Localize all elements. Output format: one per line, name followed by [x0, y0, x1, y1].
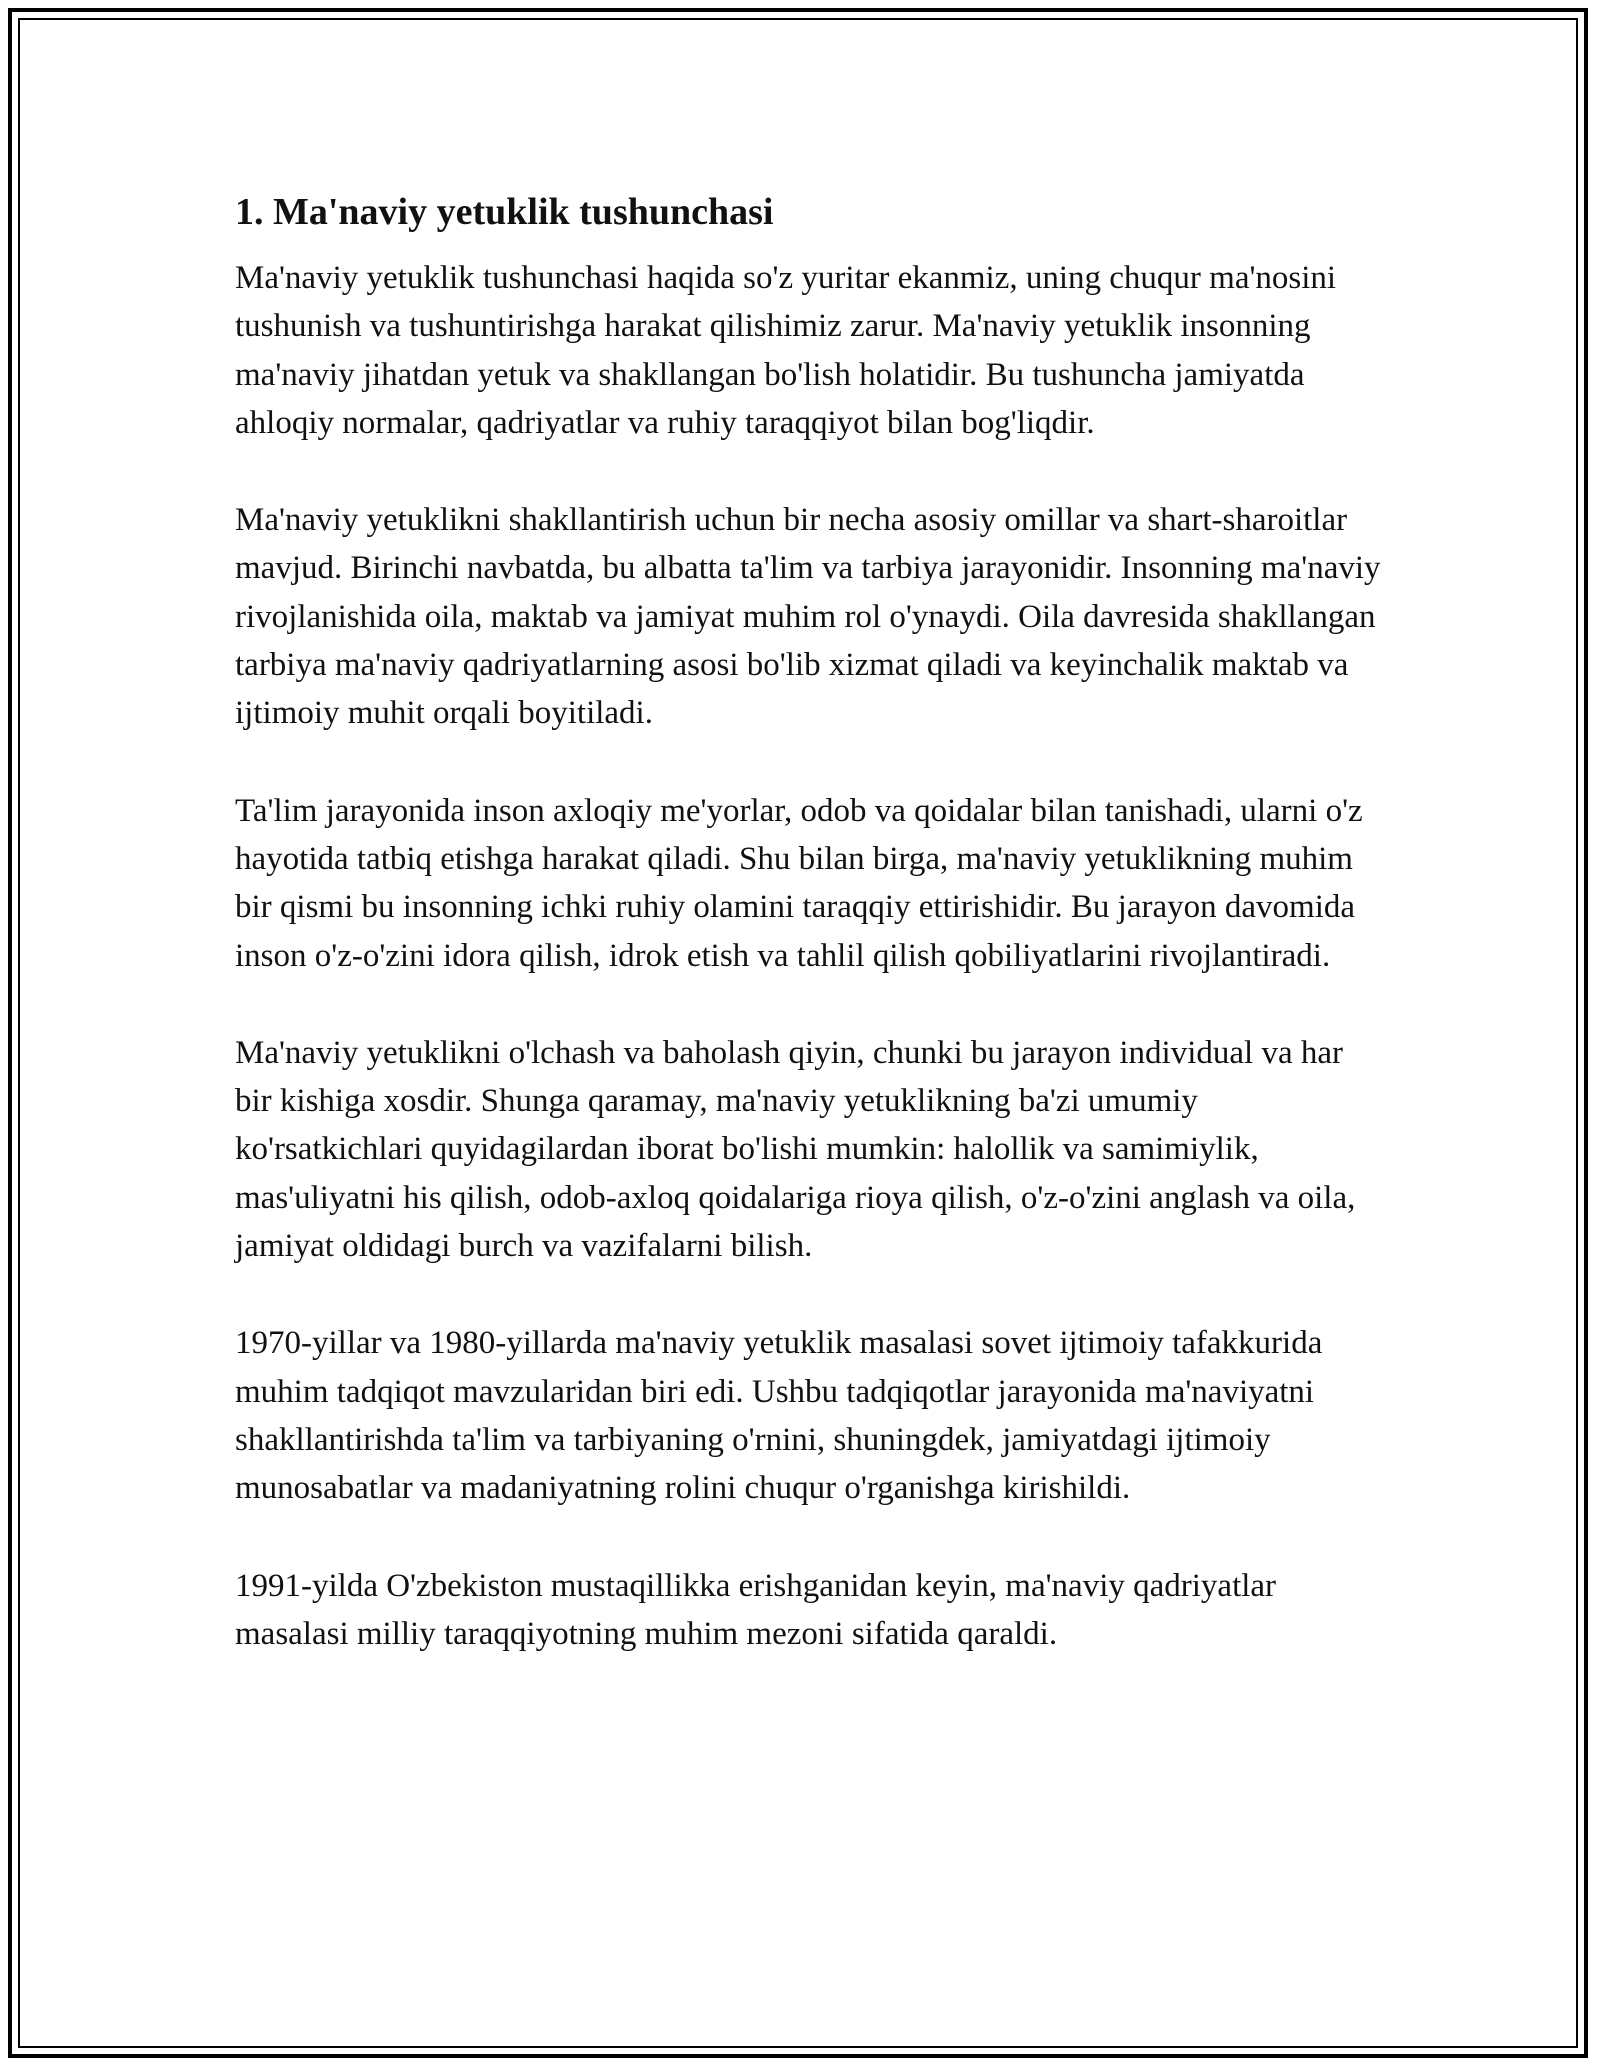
paragraph-5: 1970-yillar va 1980-yillarda ma'naviy yetuklik masalasi sovet ijtimoiy tafakkurida muhim tadqiqot mavzularidan biri edi. Ushbu tadqiqotlar jarayonida ma'naviyatni shakllantirishda ta'lim va tarbiyaning o'rnini, shuningdek, jamiyatdagi ijtimoiy munosabatlar va madaniyatning rolini chuqur o'rganishga kirishildi. [235, 1325, 1323, 1507]
paragraph-6: 1991-yilda O'zbekiston mustaqillikka erishganidan keyin, ma'naviy qadriyatlar masalasi milliy taraqqiyotning muhim mezoni sifatida qaraldi. [235, 1567, 1277, 1652]
paragraph-3: Ta'lim jarayonida inson axloqiy me'yorlar, odob va qoidalar bilan tanishadi, ularni o'z hayotida tatbiq etishga harakat qiladi. Shu bilan birga, ma'naviy yetuklikning muhim bir qismi bu insonning ichki ruhiy olamini taraqqiy ettirishidir. Bu jarayon davomida inson o'z-o'zini idora qilish, idrok etish va tahlil qilish qobiliyatlarini rivojlantiradi. [235, 792, 1363, 974]
section-heading: 1. Ma'naviy yetuklik tushunchasi [235, 191, 774, 233]
paragraph-2: Ma'naviy yetuklikni shakllantirish uchun bir necha asosiy omillar va shart-sharoitlar mavjud. Birinchi navbatda, bu albatta ta'lim va tarbiya jarayonidir. Insonning ma'naviy rivojlanishida oila, maktab va jamiyat muhim rol o'ynaydi. Oila davresida shakllangan tarbiya ma'naviy qadriyatlarning asosi bo'lib xizmat qiladi va keyinchalik maktab va ijtimoiy muhit orqali boyitiladi. [235, 502, 1381, 732]
paragraph-4: Ma'naviy yetuklikni o'lchash va baholash qiyin, chunki bu jarayon individual va har bir kishiga xosdir. Shunga qaramay, ma'naviy yetuklikning ba'zi umumiy ko'rsatkichlari quyidagilardan iborat bo'lishi mumkin: halollik va samimiylik, mas'uliyatni his qilish, odob-axloq qoidalariga rioya qilish, o'z-o'zini anglash va oila, jamiyat oldidagi burch va vazifalarni bilish. [235, 1034, 1356, 1265]
document-body [235, 188, 1385, 1707]
paragraph-1: Ma'naviy yetuklik tushunchasi haqida so'z yuritar ekanmiz, uning chuqur ma'nosini tushunish va tushuntirishga harakat qilishimiz zarur. Ma'naviy yetuklik insonning ma'naviy jihatdan yetuk va shakllangan bo'lish holatidir. Bu tushuncha jamiyatda ahloqiy normalar, qadriyatlar va ruhiy taraqqiyot bilan bog'liqdir. [235, 260, 1337, 441]
